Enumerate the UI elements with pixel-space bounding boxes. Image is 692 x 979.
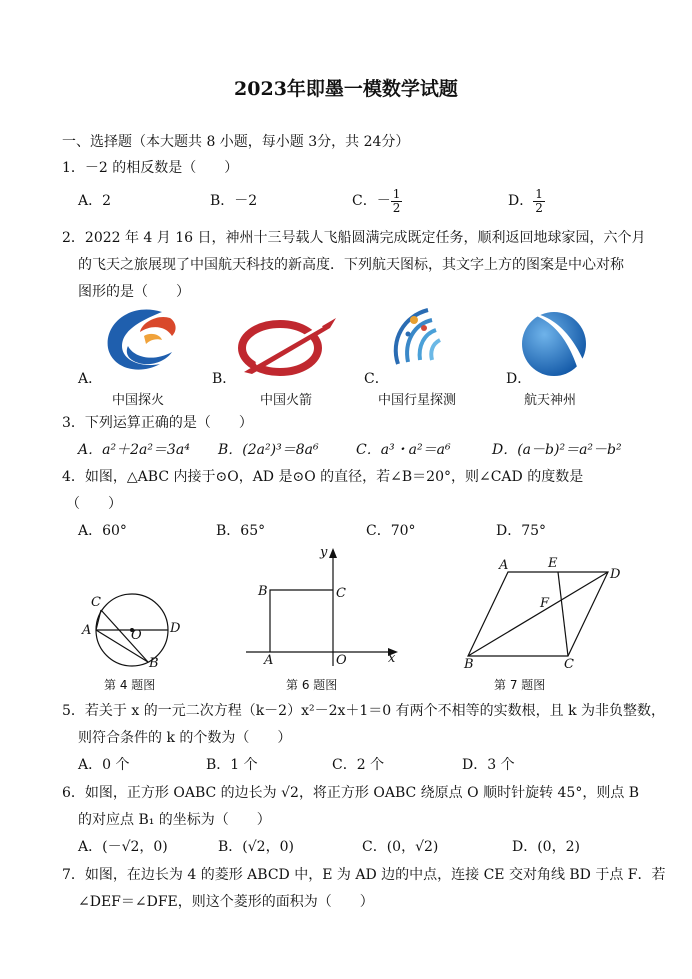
section-heading: 一、选择题（本大题共 8 小题，每小题 3分，共 24分） [62,134,410,150]
q6-option-c: C．(0，√2) [362,839,439,855]
q5-option-d: D．3 个 [462,757,515,773]
q1-option-b: B．－2 [210,193,258,209]
shenzhou-logo [518,306,592,378]
fig7-label-e: E [548,556,558,571]
q5-line-2: 则符合条件的 k 的个数为（ ） [78,730,292,746]
fig4-caption: 第 4 题图 [104,678,156,692]
frac-denominator: 2 [392,200,401,215]
fig7-label-b: B [464,657,474,672]
q5-option-b: B．1 个 [206,757,258,773]
q3-option-c: C．a³・a²＝a⁶ [356,442,451,458]
fig7-label-d: D [610,567,621,582]
q6-line-1-end: ，将正方形 OABC 绕原点 O 顺时针旋转 45°，则点 B [298,785,640,801]
q1-option-d [508,183,545,219]
frac-denominator: 2 [535,200,543,215]
fig7-label-f: F [540,596,550,611]
q2-line-1: 2．2022 年 4 月 16 日，神州十三号载人飞船圆满完成既定任务，顺利返回地球家园，六个月 [62,230,646,246]
q6-option-b: B．(√2，0) [218,839,294,855]
q3-option-d: D．(a－b)²＝a²－b² [492,442,622,458]
fig4-label-o: O [131,628,142,643]
q4-option-d: D．75° [496,523,547,539]
q5-option-c: C．2 个 [332,757,385,773]
sqrt-two: √2 [281,785,299,801]
q2-line-2: 的飞天之旅展现了中国航天科技的新高度．下列航天图标，其文字上方的图案是中心对称 [78,257,624,273]
figure-7-rhombus [460,560,620,670]
frac-numerator: 1 [392,186,401,201]
q2-line-3: 图形的是（ ） [78,284,190,300]
q6-line-1-start: 6．如图，正方形 OABC 的边长为 [62,785,282,801]
logo-caption-a: 中国探火 [112,393,165,408]
q5-option-a: A．0 个 [78,757,130,773]
frac-numerator: 1 [535,186,543,201]
q2-option-c: C． [364,371,389,387]
q3-stem: 3．下列运算正确的是（ ） [62,415,253,431]
q6-line-1 [62,784,639,802]
q6-option-a: A．(－√2，0) [78,839,168,855]
q4-option-b: B．65° [216,523,266,539]
q4-option-c: C．70° [366,523,416,539]
q1-option-d-prefix: D． [508,193,534,209]
fig6-label-o: O [336,653,347,668]
q4-option-a: A．60° [78,523,127,539]
logo-caption-c: 中国行星探测 [378,393,457,408]
q4-line-2: （ ） [66,496,122,512]
q1-stem: 1．－2 的相反数是（ ） [62,160,239,176]
planetary-exploration-logo [384,306,454,376]
fig6-label-x: x [388,651,396,666]
q1-option-c-fraction [391,188,403,215]
q1-option-a: A．2 [78,193,112,209]
fig4-label-b: B [149,656,159,671]
logo-caption-d: 航天神州 [524,393,577,408]
q7-line-2: ∠DEF＝∠DFE，则这个菱形的面积为（ ） [78,894,374,910]
q5-line-1: 5．若关于 x 的一元二次方程（k－2）x²－2x＋1＝0 有两个不相等的实数根，且 k 为非负整数， [62,703,666,719]
fig6-label-y: y [320,545,328,560]
q1-option-d-fraction [533,188,545,215]
fig6-label-c: C [336,586,346,601]
q4-line-1: 4．如图，△ABC 内接于⊙O，AD 是⊙O 的直径，若∠B＝20°，则∠CAD 的度数是 [62,469,584,485]
page-title: 2023年即墨一模数学试题 [234,78,458,100]
fig4-label-a: A [82,623,92,638]
logo-caption-b: 中国火箭 [260,393,313,408]
fig7-label-a: A [499,558,509,573]
fig6-caption: 第 6 题图 [286,678,338,692]
fig6-label-b: B [258,584,268,599]
q3-option-b: B．(2a²)³＝8a⁶ [218,442,319,458]
q6-option-d: D．(0，2) [512,839,580,855]
q1-option-c [352,183,402,219]
q2-option-a: A． [78,371,103,387]
mars-exploration-logo [100,306,184,376]
q2-option-b: B． [212,371,237,387]
q2-option-d: D． [506,371,532,387]
fig7-label-c: C [564,657,574,672]
fig7-caption: 第 7 题图 [494,678,546,692]
fig4-label-d: D [170,621,181,636]
rocket-logo [236,314,340,378]
fig4-label-c: C [91,595,101,610]
q1-option-c-prefix: C．－ [352,193,391,209]
q3-option-a: A．a²＋2a²＝3a⁴ [78,442,190,458]
q6-line-2: 的对应点 B₁ 的坐标为（ ） [78,812,271,828]
fig6-label-a: A [264,653,274,668]
q7-line-1: 7．如图，在边长为 4 的菱形 ABCD 中，E 为 AD 边的中点，连接 CE 交对角线 BD 于点 F．若 [62,867,666,883]
